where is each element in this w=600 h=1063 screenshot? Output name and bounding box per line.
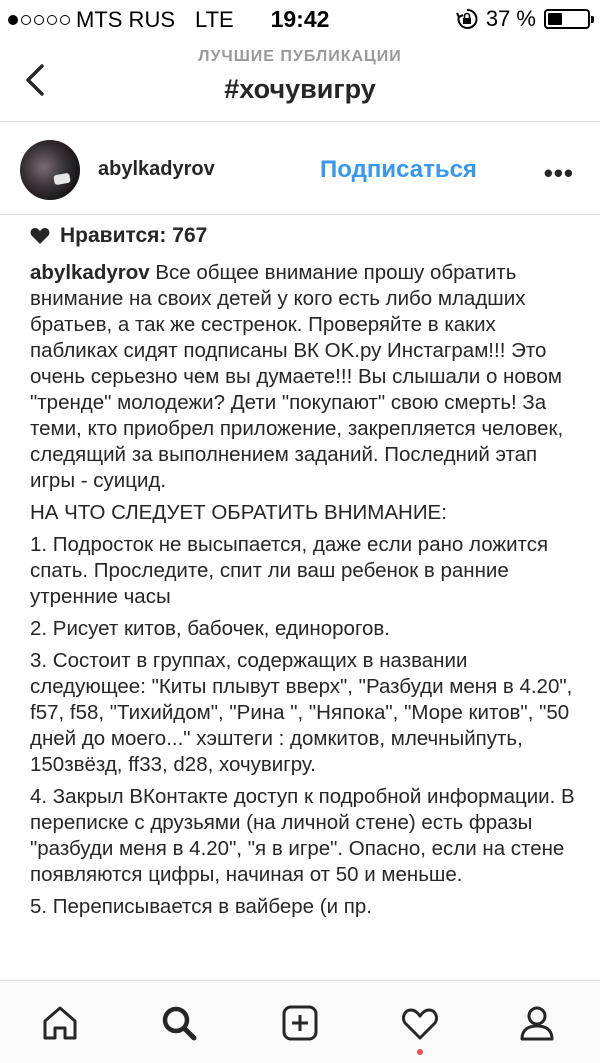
post-header [0, 136, 600, 206]
subscribe-button[interactable]: Подписаться [320, 156, 477, 183]
tab-bar [0, 980, 600, 1063]
rotation-lock-icon [456, 8, 478, 30]
post-username[interactable]: abylkadyrov [98, 158, 215, 180]
caption-paragraph: 1. Подросток не высыпается, даже если рано ложится спать. Проследите, спит ли ваш ребенок в ранние утренние часы [30, 533, 549, 608]
battery-percent: 37 % [485, 6, 536, 31]
caption-paragraph: 5. Переписывается в вайбере (и пр. [30, 895, 372, 918]
post-header-divider [0, 214, 600, 215]
caption-paragraph: 3. Состоит в группах, содержащих в названии следующее: "Киты плывут вверх", "Разбуди меня в 4.20", f57, f58, "Тихийдом", "Рина ", "Няпока", "Море китов", "50 дней до моего..." хэштеги : домкитов, млечныйпуть, 150звёзд, ff33, d28, хочувигру. [30, 649, 573, 776]
header-divider [0, 121, 600, 122]
post-caption [30, 260, 578, 926]
caption-paragraph: 2. Рисует китов, бабочек, единорогов. [30, 617, 390, 640]
home-icon [40, 1003, 80, 1043]
caption-username[interactable]: abylkadyrov [30, 261, 150, 284]
status-time: 19:42 [270, 6, 330, 32]
add-icon [280, 1003, 320, 1043]
notification-dot [417, 1049, 423, 1055]
status-bar [0, 0, 600, 40]
likes-count: Нравится: 767 [60, 224, 208, 247]
nav-subtitle: ЛУЧШИЕ ПУБЛИКАЦИИ [198, 48, 402, 65]
search-icon [159, 1003, 199, 1043]
avatar[interactable] [20, 140, 80, 200]
tab-activity[interactable] [398, 1001, 442, 1045]
likes-row[interactable] [30, 224, 207, 248]
caption-paragraph: abylkadyrov Все общее внимание прошу обратить внимание на своих детей у кого есть либо младших братьев, а так же сестренок. Проверяйте в каких пабликах сидят подписаны ВК OK.ру Инстаграм!!! Это очень серьезно чем вы думаете!!! Вы слышали о новом "тренде" молодежи? Дети "покупают" свою смерть! За теми, кто приобрел приложение, закрепляется человек, следящий за выполнением заданий. Последний этап игры - суицид. [30, 261, 564, 492]
carrier-name: MTS RUS [76, 7, 175, 32]
heart-icon [30, 227, 50, 245]
tab-search[interactable] [157, 1001, 201, 1045]
page-title: #хочувигру [224, 74, 376, 104]
more-options-button[interactable]: ••• [543, 158, 574, 188]
battery-icon [544, 9, 590, 29]
caption-paragraph: НА ЧТО СЛЕДУЕТ ОБРАТИТЬ ВНИМАНИЕ: [30, 501, 447, 524]
status-right [456, 6, 590, 32]
nav-header [0, 40, 600, 120]
tab-profile[interactable] [515, 1001, 559, 1045]
caption-paragraph: 4. Закрыл ВКонтакте доступ к подробной информации. В переписке с друзьями (на личной стене) есть фразы "разбуди меня в 4.20", "я в игре". Опасно, если на стене появляются цифры, начиная от 50 и меньше. [30, 785, 575, 886]
tab-add[interactable] [278, 1001, 322, 1045]
profile-icon [517, 1003, 557, 1043]
battery-level [548, 13, 562, 25]
tab-home[interactable] [38, 1001, 82, 1045]
activity-icon [400, 1003, 440, 1043]
network-type: LTE [195, 7, 234, 32]
